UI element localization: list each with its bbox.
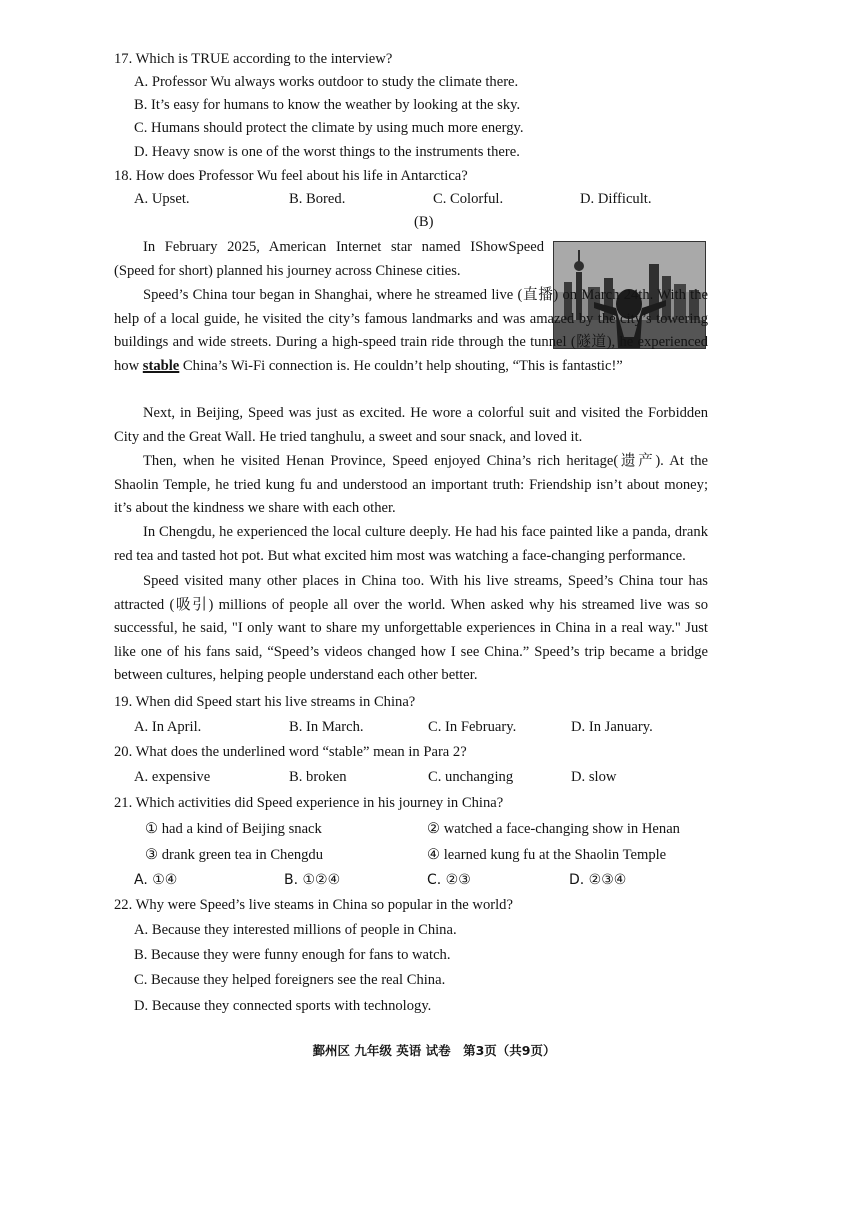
page-footer: 鄞州区 九年级 英语 试卷 第3页（共9页） [312, 1043, 556, 1058]
q17-option-d: D. Heavy snow is one of the worst things to the instruments there. [134, 144, 520, 160]
q21-stem: 21. Which activities did Speed experience in his journey in China? [114, 795, 504, 811]
q19-option-c: C. In February. [428, 719, 517, 735]
passage-paragraph-4: Then, when he visited Henan Province, Speed enjoyed China’s rich heritage(遗产). At the Shaolin Temple, he tried kung fu and understood an important truth: Friendship isn’t about money; it’s about the kindness we share with each other. [114, 453, 708, 516]
passage-paragraph-2-text-a: Speed’s China tour began in Shanghai, where he streamed live (直播) on March 24th. With the help of a local guide, he visited the city’s famous landmarks and was amazed by the city’s towering buildings and wide streets. During a high-speed train ride through the tunnel (隧道), he experienced how [114, 287, 708, 374]
q21-statement-4: ④ learned kung fu at the Shaolin Temple [427, 847, 667, 863]
q18-option-d: D. Difficult. [580, 191, 652, 207]
q22-option-b: B. Because they were funny enough for fans to watch. [134, 947, 451, 963]
passage-paragraph-3: Next, in Beijing, Speed was just as excited. He wore a colorful suit and visited the Forbidden City and the Great Wall. He tried tanghulu, a sweet and sour snack, and loved it. [114, 405, 708, 445]
q20-option-a: A. expensive [134, 769, 211, 785]
q22-option-a: A. Because they interested millions of people in China. [134, 922, 457, 938]
q22-stem: 22. Why were Speed’s live steams in China so popular in the world? [114, 897, 513, 913]
q17-option-b: B. It’s easy for humans to know the weather by looking at the sky. [134, 97, 521, 113]
underlined-word-stable: stable [142, 357, 180, 374]
q18-stem: 18. How does Professor Wu feel about his life in Antarctica? [114, 168, 468, 184]
passage-paragraph-2-text-b: China’s Wi-Fi connection is. He couldn’t help shouting, “This is fantastic!” [179, 357, 623, 374]
q21-option-a: A. ①④ [134, 872, 178, 888]
q17-option-a: A. Professor Wu always works outdoor to study the climate there. [134, 74, 519, 90]
q21-option-b: B. ①②④ [284, 872, 341, 888]
q20-option-b: B. broken [289, 769, 347, 785]
q22-option-c: C. Because they helped foreigners see the real China. [134, 972, 446, 988]
q21-statement-1: ① had a kind of Beijing snack [145, 821, 322, 837]
passage-paragraph-5: In Chengdu, he experienced the local culture deeply. He had his face painted like a panda, drank red tea and tasted hot pot. But what excited him most was watching a face-changing performance. [114, 524, 708, 564]
q21-option-d: D. ②③④ [569, 872, 627, 888]
q17-option-c: C. Humans should protect the climate by using much more energy. [134, 120, 524, 136]
passage-paragraph-2 [114, 284, 708, 378]
passage-paragraph-1: In February 2025, American Internet star named IShowSpeed (Speed for short) planned his journey across Chinese cities. [114, 239, 544, 279]
q17-stem: 17. Which is TRUE according to the interview? [114, 51, 393, 67]
section-label: (B) [414, 214, 434, 230]
q19-option-b: B. In March. [289, 719, 364, 735]
q18-option-c: C. Colorful. [433, 191, 504, 207]
q20-stem: 20. What does the underlined word “stable” mean in Para 2? [114, 744, 467, 760]
passage-paragraph-6: Speed visited many other places in China too. With his live streams, Speed’s China tour has attracted (吸引) millions of people all over the world. When asked why his streamed live was so successful, he said, "I only want to share my unforgettable experiences in China in a real way." Just like one of his fans said, “Speed’s videos changed how I see China.” Speed’s trip became a bridge between cultures, helping people understand each other better. [114, 573, 708, 683]
q18-option-b: B. Bored. [289, 191, 346, 207]
q18-option-a: A. Upset. [134, 191, 190, 207]
q21-statement-2: ② watched a face-changing show in Henan [427, 821, 680, 837]
q19-stem: 19. When did Speed start his live streams in China? [114, 694, 416, 710]
q22-option-d: D. Because they connected sports with technology. [134, 998, 432, 1014]
q19-option-d: D. In January. [571, 719, 653, 735]
q20-option-c: C. unchanging [428, 769, 514, 785]
q20-option-d: D. slow [571, 769, 617, 785]
q21-statement-3: ③ drank green tea in Chengdu [145, 847, 324, 863]
q21-option-c: C. ②③ [427, 872, 471, 888]
q19-option-a: A. In April. [134, 719, 202, 735]
